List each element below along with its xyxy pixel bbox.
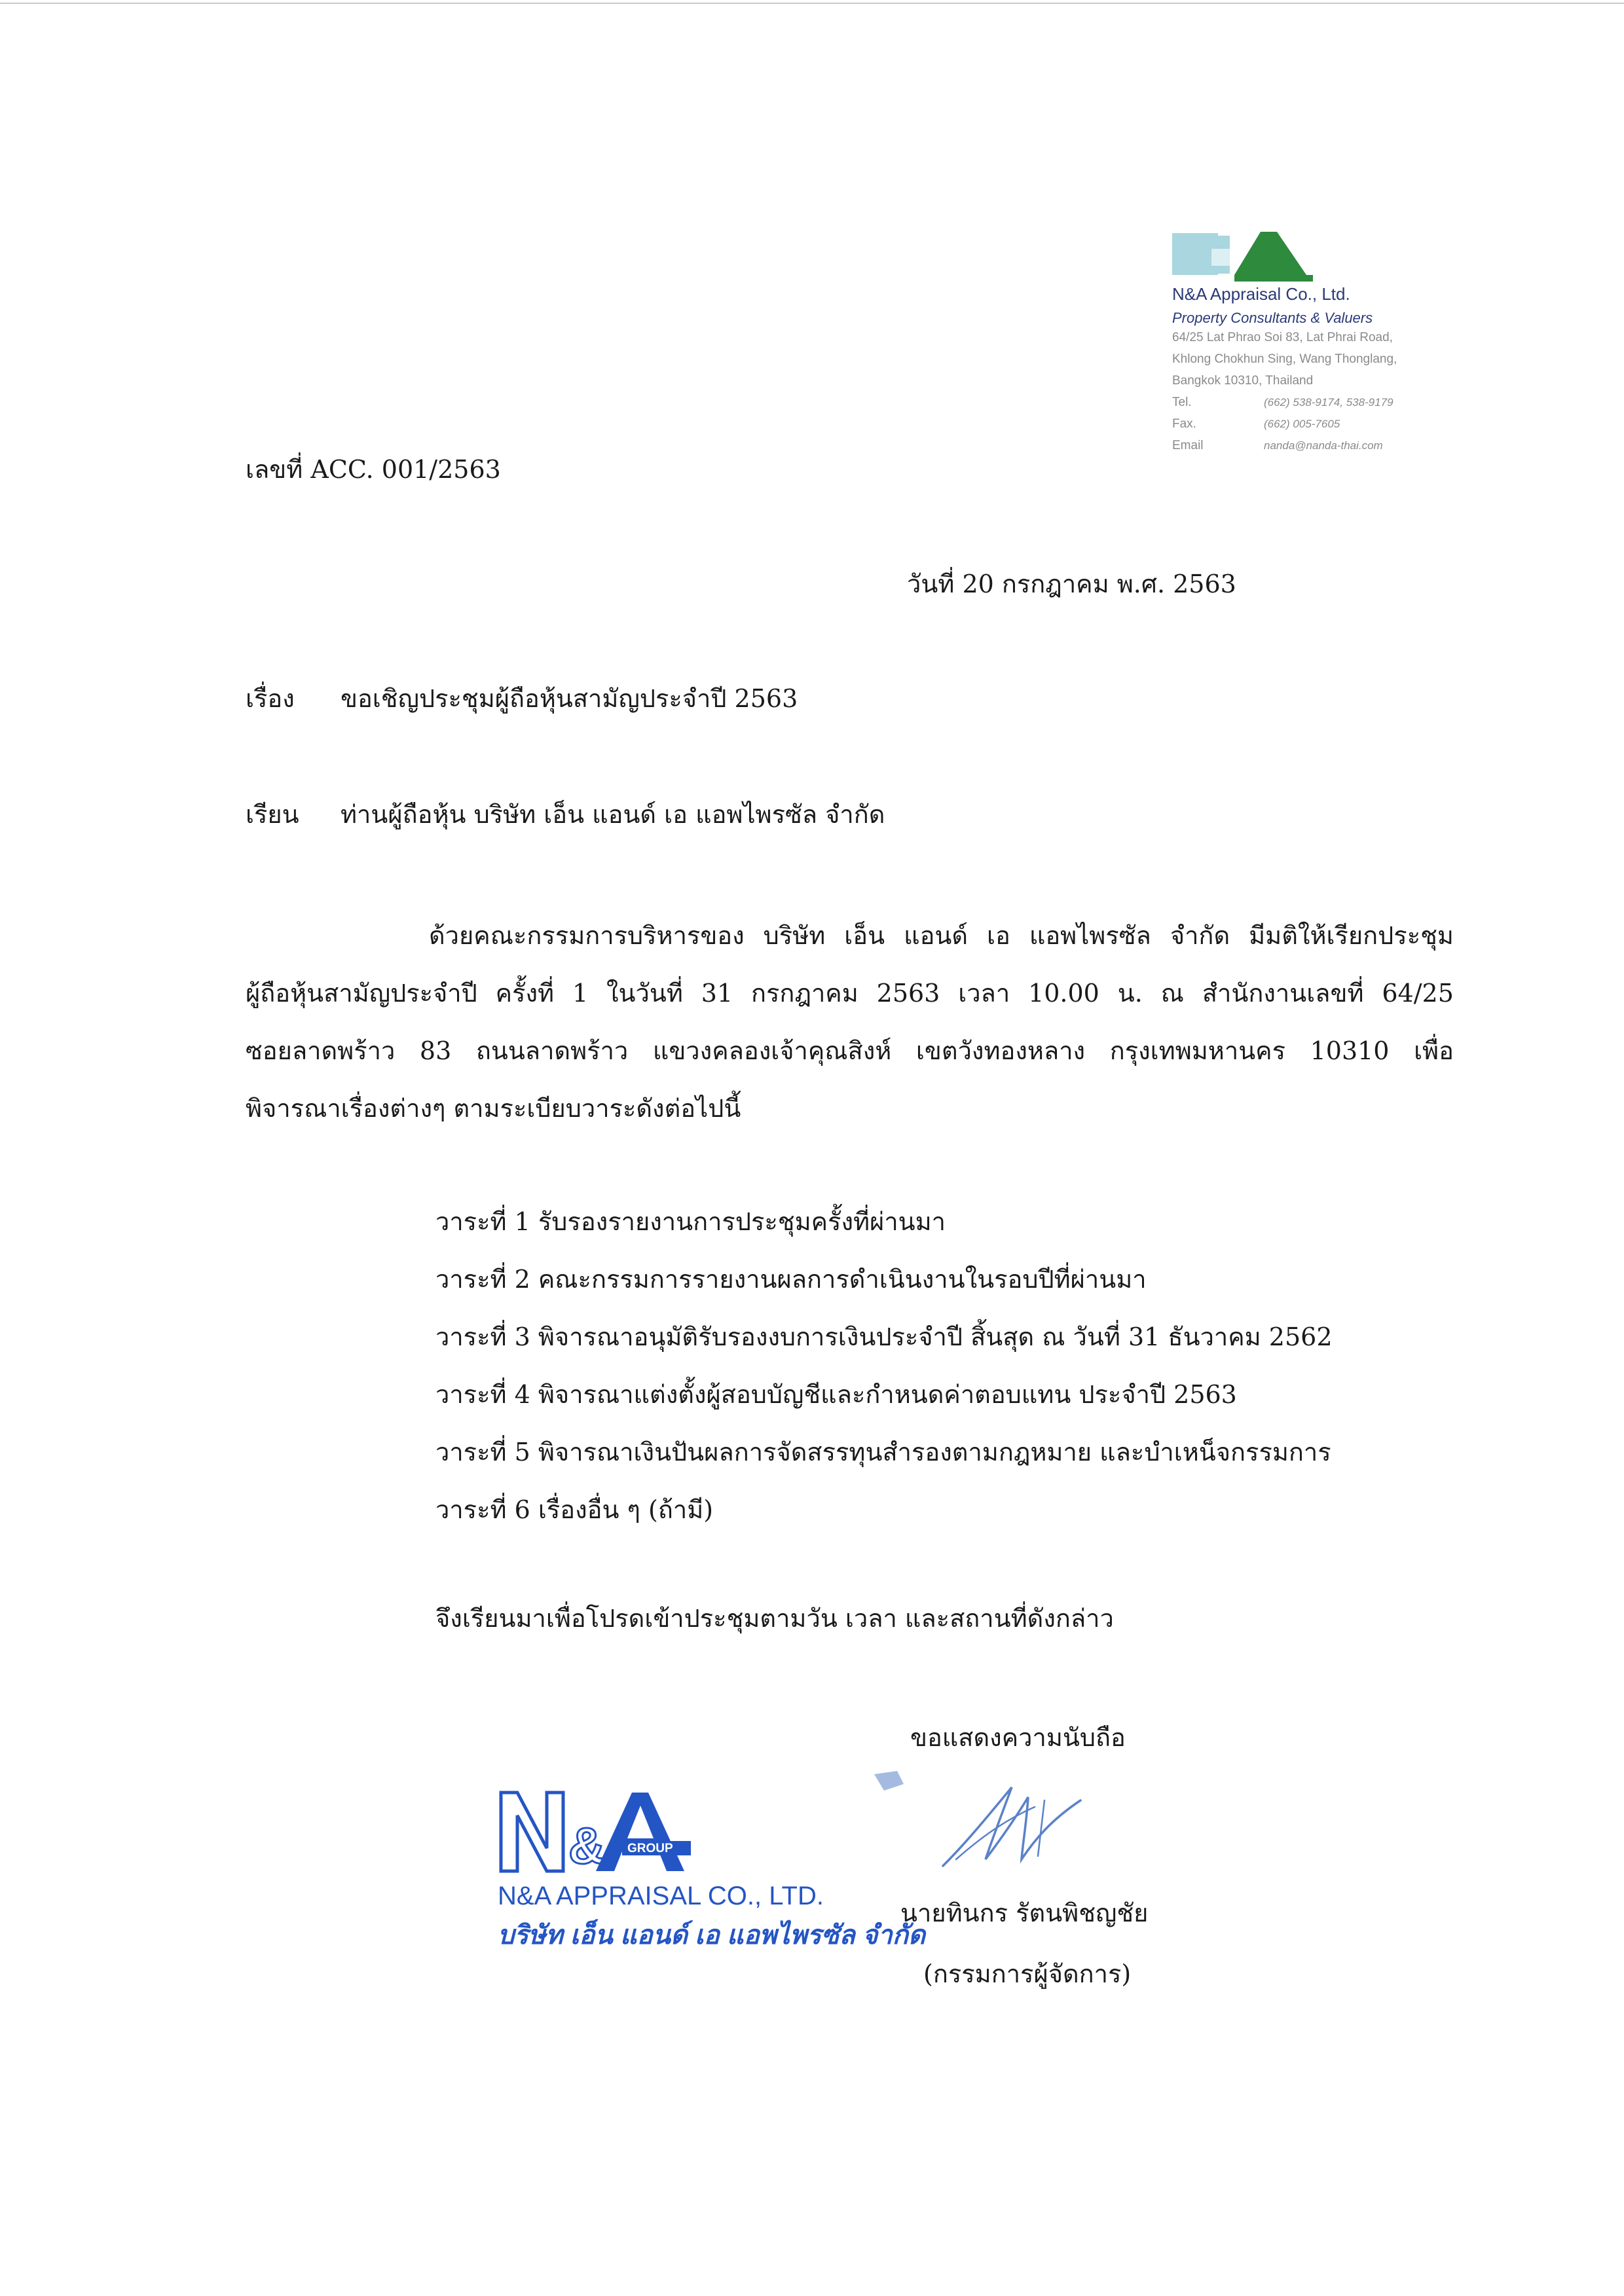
agenda-item: วาระที่ 3 พิจารณาอนุมัติรับรองงบการเงินประจำปี สิ้นสุด ณ วันที่ 31 ธันวาคม 2562: [435, 1322, 1333, 1351]
agenda-list: [435, 1193, 1333, 1539]
handwritten-signature: [871, 1761, 1146, 1879]
letterhead-company-name: N&A Appraisal Co., Ltd.: [1172, 284, 1350, 304]
letterhead-address-line: Bangkok 10310, Thailand: [1172, 374, 1314, 388]
stamp-logo: [498, 1786, 694, 1878]
recipient-text: ท่านผู้ถือหุ้น บริษัท เอ็น แอนด์ เอ แอพไพรซัล จำกัด: [341, 800, 885, 829]
agenda-item: วาระที่ 5 พิจารณาเงินปันผลการจัดสรรทุนสำรองตามกฎหมาย และบำเหน็จกรรมการ: [435, 1438, 1331, 1467]
letterhead-address-line: 64/25 Lat Phrao Soi 83, Lat Phrai Road,: [1172, 331, 1393, 344]
fax-label: Fax.: [1172, 417, 1196, 431]
signer-title: (กรรมการผู้จัดการ): [923, 1959, 1132, 1988]
letterhead-tagline: Property Consultants & Valuers: [1172, 310, 1373, 326]
subject-text: ขอเชิญประชุมผู้ถือหุ้นสามัญประจำปี 2563: [341, 684, 798, 713]
stamp-company-th: บริษัท เอ็น แอนด์ เอ แอพไพรซัล จำกัด: [498, 1921, 925, 1950]
regards-text: ขอแสดงความนับถือ: [910, 1723, 1126, 1752]
tel-value: (662) 538-9174, 538-9179: [1264, 396, 1393, 409]
letterhead-fax: [1172, 413, 1513, 435]
fax-value: (662) 005-7605: [1264, 418, 1340, 430]
company-logo: [1172, 229, 1316, 282]
letterhead-address-line: Khlong Chokhun Sing, Wang Thonglang,: [1172, 352, 1397, 366]
email-label: Email: [1172, 439, 1204, 452]
stamp-group-label: GROUP: [627, 1842, 673, 1855]
letterhead: [1172, 229, 1513, 456]
letterhead-tel: [1172, 392, 1513, 413]
paragraph-line: ซอยลาดพร้าว 83 ถนนลาดพร้าว แขวงคลองเจ้าคุณสิงห์ เขตวังทองหลาง กรุงเทพมหานคร 10310 เพื่อ: [246, 1036, 1454, 1065]
document-number: เลขที่ ACC. 001/2563: [246, 455, 501, 484]
closing-statement: จึงเรียนมาเพื่อโปรดเข้าประชุมตามวัน เวลา และสถานที่ดังกล่าว: [435, 1604, 1114, 1633]
recipient-label: เรียน: [246, 800, 299, 829]
signer-name: นายทินกร รัตนพิชญชัย: [900, 1899, 1149, 1927]
paragraph-line: พิจารณาเรื่องต่างๆ ตามระเบียบวาระดังต่อไปนี้: [246, 1094, 741, 1123]
svg-text:&: &: [568, 1817, 606, 1874]
tel-label: Tel.: [1172, 395, 1192, 409]
agenda-item: วาระที่ 2 คณะกรรมการรายงานผลการดำเนินงานในรอบปีที่ผ่านมา: [435, 1265, 1147, 1294]
paragraph-line: ด้วยคณะกรรมการบริหารของ บริษัท เอ็น แอนด์ เอ แอพไพรซัล จำกัด มีมติให้เรียกประชุม: [429, 921, 1454, 950]
body-paragraph: [246, 907, 1454, 1137]
letterhead-email: [1172, 435, 1513, 456]
agenda-item: วาระที่ 1 รับรองรายงานการประชุมครั้งที่ผ่านมา: [435, 1207, 946, 1236]
agenda-item: วาระที่ 4 พิจารณาแต่งตั้งผู้สอบบัญชีและกำหนดค่าตอบแทน ประจำปี 2563: [435, 1380, 1237, 1409]
company-stamp: [498, 1786, 925, 1956]
subject-label: เรื่อง: [246, 684, 295, 713]
agenda-item: วาระที่ 6 เรื่องอื่น ๆ (ถ้ามี): [435, 1495, 714, 1524]
paragraph-line: ผู้ถือหุ้นสามัญประจำปี ครั้งที่ 1 ในวันที่ 31 กรกฎาคม 2563 เวลา 10.00 น. ณ สำนักงานเลขที่ 64/25: [246, 979, 1454, 1008]
top-border-line: [0, 3, 1624, 4]
stamp-company-en: N&A APPRAISAL CO., LTD.: [498, 1882, 824, 1910]
email-value: nanda@nanda-thai.com: [1264, 439, 1383, 452]
document-date: วันที่ 20 กรกฎาคม พ.ศ. 2563: [907, 570, 1236, 598]
